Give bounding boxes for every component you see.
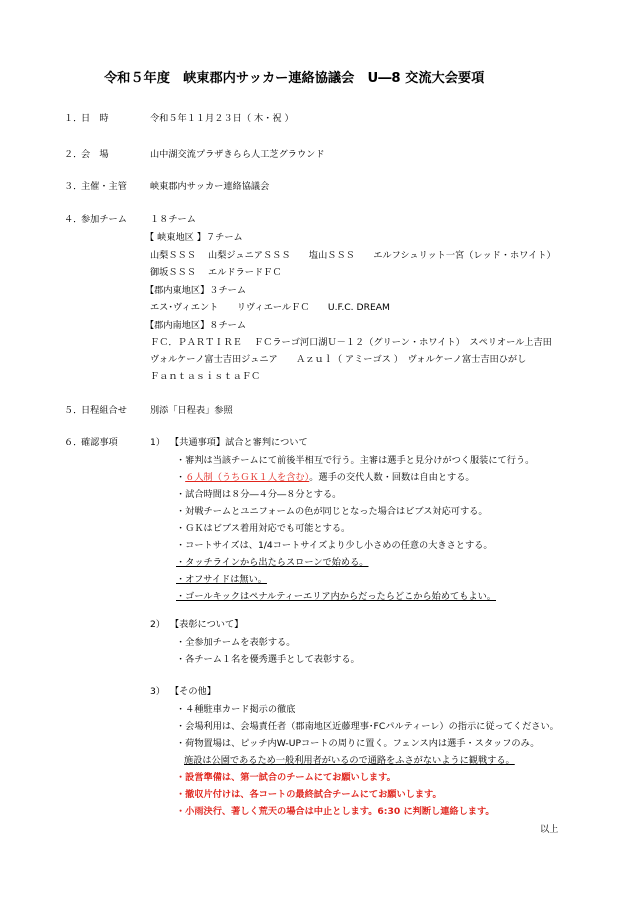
subsection-number: 3）	[150, 686, 166, 697]
team-list-line: 山梨ＳＳＳ 山梨ジュニアＳＳＳ 塩山ＳＳＳ エルフシュリット一宮（レッド・ホワイト）	[150, 250, 556, 261]
other-item: ・４種駐車カード掲示の徹底	[176, 704, 296, 715]
other-item: ・荷物置場は、ピッチ内W-UPコートの周りに置く。フェンス内は選手・スタッフのみ。	[176, 738, 540, 749]
team-group-heading: 【郡内南地区】８チーム	[145, 320, 247, 331]
rule-item: ・６人制（うちＧＫ１人を含む）。選手の交代人数・回数は自由とする。	[176, 472, 475, 483]
section-label-host: 主催・主管	[81, 181, 127, 192]
team-list-line: ヴォルケーノ富士吉田ジュニア Ａｚｕｌ（ アミーゴス ） ヴォルケーノ富士吉田ひがし	[150, 354, 527, 365]
document-title: 令和５年度 峡東郡内サッカー連絡協議会 U―8 交流大会要項	[104, 71, 485, 86]
other-item: ・撤収片付けは、各コートの最終試合チームにてお願いします。	[176, 789, 442, 800]
rule-item: ・タッチラインから出たらスローンで始める。	[176, 557, 369, 568]
subsection-number: 1）	[150, 437, 166, 448]
section-label-teams: 参加チーム	[81, 214, 127, 225]
team-count: １８チーム	[150, 214, 196, 225]
section-number-host: ３．	[64, 181, 83, 192]
subsection-heading: 【表彰について】	[170, 619, 244, 630]
substitution-rule: 。選手の交代人数・回数は自由とする。	[309, 472, 475, 483]
rule-item: ・コートサイズは、1/4コートサイズより少し小さめの任意の大きさとする。	[176, 540, 493, 551]
team-group-heading: 【 峡東地区 】７チーム	[145, 232, 243, 243]
other-item: ・設営準備は、第一試合のチームにてお願いします。	[176, 772, 396, 783]
section-label-date: 日 時	[81, 113, 109, 124]
other-item: 施設は公園であるため一般利用者がいるので通路をふさがないように観戦する。	[184, 755, 515, 766]
section-number-schedule: ５．	[64, 405, 83, 416]
section-label-venue: 会 場	[81, 149, 109, 160]
event-venue: 山中湖交流プラザきらら人工芝グラウンド	[150, 149, 325, 160]
rule-item: ・対戦チームとユニフォームの色が同じとなった場合はビブス対応可する。	[176, 506, 488, 517]
event-host: 峡東郡内サッカー連絡協議会	[150, 181, 270, 192]
section-number-rules: ６．	[64, 437, 83, 448]
rule-item: ・ゴールキックはペナルティーエリア内からだったらどこから始めてもよい。	[176, 591, 496, 602]
team-list-line: ＦＣ．ＰＡＲＴＩＲＥ ＦＣラーゴ河口湖Ｕ－１２（グリーン・ホワイト） スペリオール上吉田	[150, 337, 552, 348]
rule-item: ・試合時間は８分―４分―８分とする。	[176, 489, 342, 500]
team-list-line: 御坂ＳＳＳ エルドラードＦＣ	[150, 267, 282, 278]
other-item: ・小雨決行、著しく荒天の場合は中止とします。6:30 に判断し連絡します。	[176, 806, 495, 817]
other-item: ・会場利用は、会場責任者（郡南地区近藤理事･FCパルティーレ）の指示に従ってください。	[176, 721, 559, 732]
subsection-heading: 【その他】	[170, 686, 216, 697]
team-group-heading: 【郡内東地区】３チーム	[145, 285, 247, 296]
event-date: 令和５年１１月２３日（ 木・祝 ）	[150, 113, 294, 124]
award-item: ・各チーム１名を優秀選手として表彰する。	[176, 654, 360, 665]
closing-mark: 以上	[540, 824, 559, 835]
subsection-number: 2）	[150, 619, 166, 630]
section-label-schedule: 日程組合せ	[81, 405, 127, 416]
section-number-venue: ２．	[64, 149, 83, 160]
team-list-line: ＦａｎｔａｓｉｓｔａＦＣ	[150, 371, 261, 382]
team-list-line: エス･ヴィエント リヴィエールＦＣ U.F.C. DREAM	[150, 302, 390, 313]
schedule-reference: 別添「日程表」参照	[150, 405, 233, 416]
section-label-rules: 確認事項	[81, 437, 118, 448]
player-count-rule: ６人制（うちＧＫ１人を含む）	[185, 472, 310, 483]
rule-item: ・ＧＫはビブス着用対応でも可能とする。	[176, 523, 351, 534]
rule-item: ・オフサイドは無い。	[176, 574, 267, 585]
section-number-date: １．	[64, 113, 83, 124]
award-item: ・全参加チームを表彰する。	[176, 637, 296, 648]
subsection-heading: 【共通事項】試合と審判について	[170, 437, 308, 448]
section-number-teams: ４．	[64, 214, 83, 225]
rule-item: ・審判は当該チームにて前後半相互で行う。主審は選手と見分けがつく服装にて行う。	[176, 455, 535, 466]
